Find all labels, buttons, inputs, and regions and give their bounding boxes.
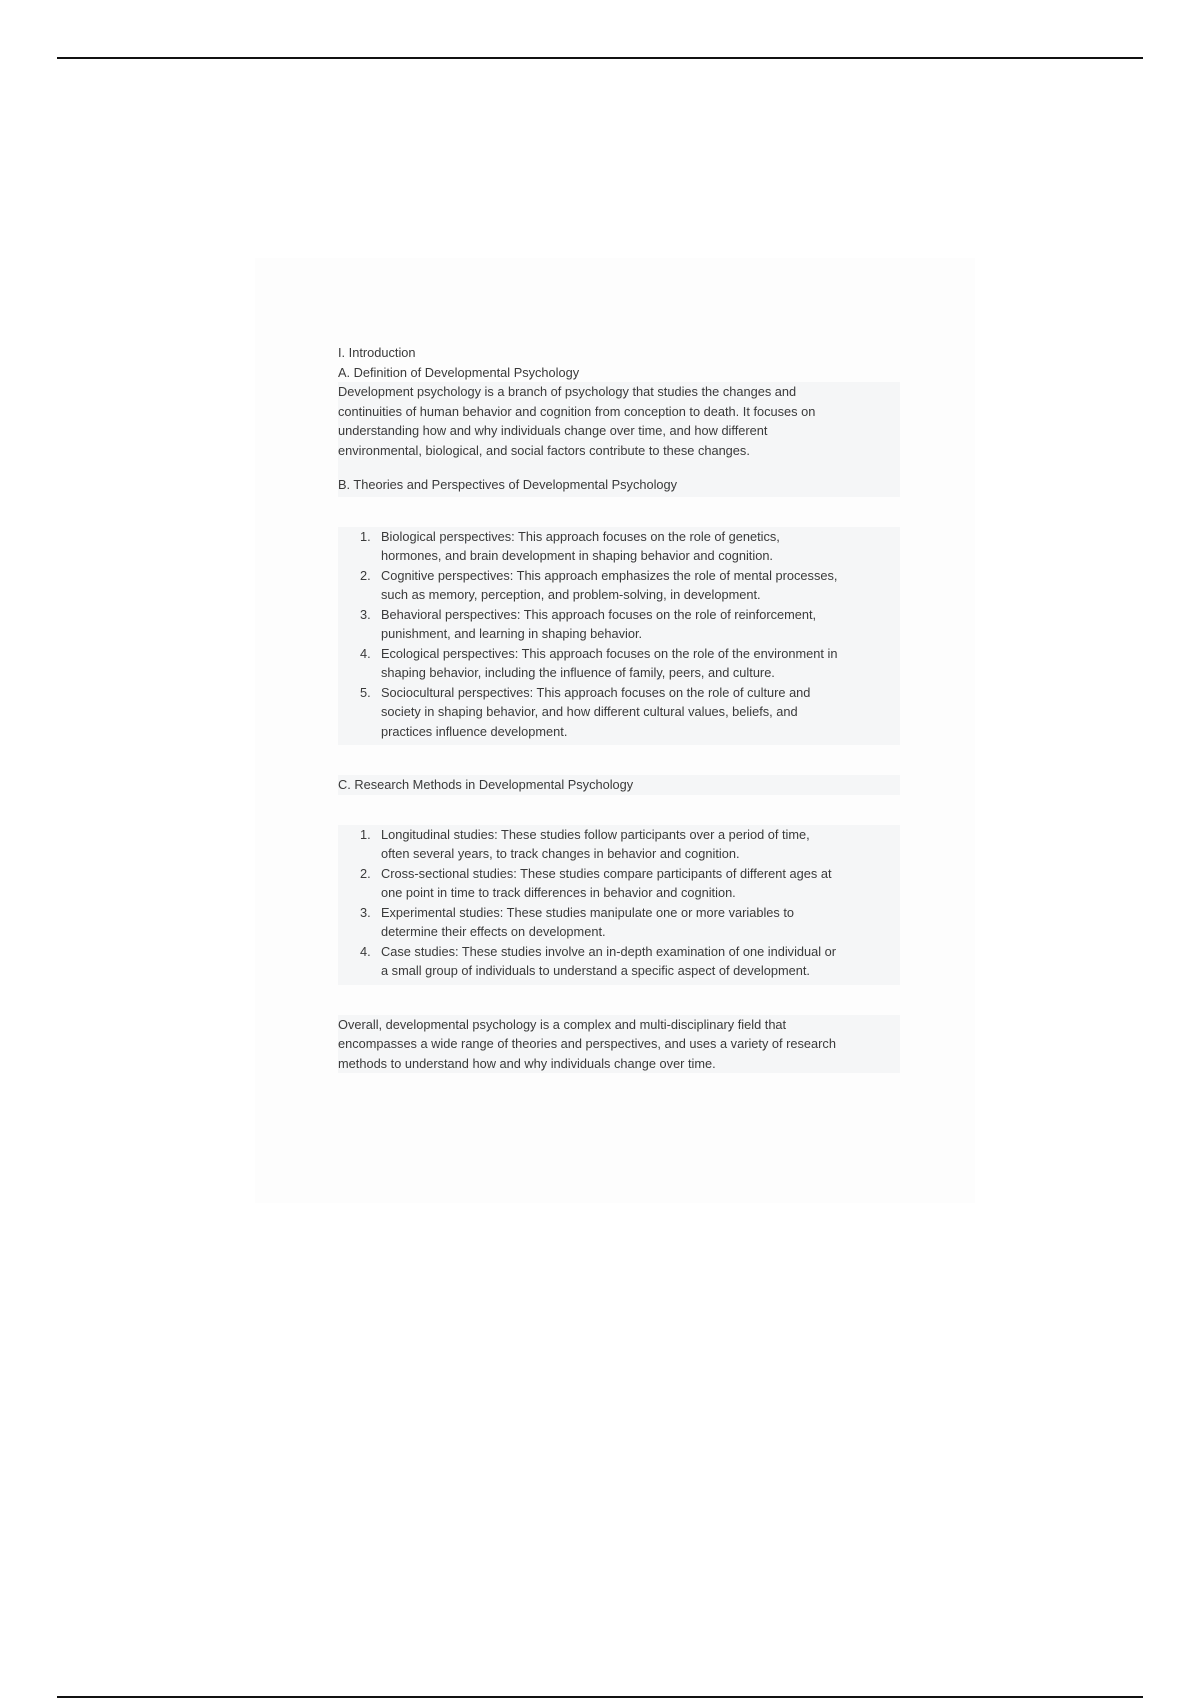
paragraph-line: Development psychology is a branch of psychology that studies the changes and bbox=[338, 384, 797, 399]
list-number: 2. bbox=[360, 567, 371, 583]
list-item-line: Cognitive perspectives: This approach emphasizes the role of mental processes, bbox=[381, 567, 838, 583]
list-item-line: shaping behavior, including the influence of family, peers, and culture. bbox=[381, 665, 775, 680]
list-item bbox=[360, 605, 900, 644]
list-item-line: hormones, and brain development in shaping behavior and cognition. bbox=[381, 548, 773, 563]
paragraph-line: Overall, developmental psychology is a complex and multi-disciplinary field that bbox=[338, 1016, 787, 1032]
list-item-line: practices influence development. bbox=[381, 723, 568, 739]
list-number: 1. bbox=[360, 528, 371, 544]
section-a-block bbox=[338, 382, 900, 497]
list-number: 3. bbox=[360, 606, 371, 622]
section-a-paragraph bbox=[338, 382, 900, 460]
list-item bbox=[360, 644, 900, 683]
list-item-line: Sociocultural perspectives: This approach focuses on the role of culture and bbox=[381, 684, 811, 700]
list-item bbox=[360, 825, 900, 864]
section-b-list-block bbox=[338, 527, 900, 746]
paragraph-line: continuities of human behavior and cognition from conception to death. It focuses on bbox=[338, 403, 816, 419]
list-number: 3. bbox=[360, 904, 371, 920]
list-item-line: society in shaping behavior, and how different cultural values, beliefs, and bbox=[381, 704, 798, 719]
list-item bbox=[360, 903, 900, 942]
list-item bbox=[360, 683, 900, 742]
list-number: 2. bbox=[360, 865, 371, 881]
section-b-heading: B. Theories and Perspectives of Developmental Psychology bbox=[338, 477, 678, 492]
list-item-line: Experimental studies: These studies manipulate one or more variables to bbox=[381, 904, 795, 920]
theories-list bbox=[338, 527, 900, 746]
list-item-line: punishment, and learning in shaping behavior. bbox=[381, 626, 643, 641]
list-item-line: a small group of individuals to understand a specific aspect of development. bbox=[381, 963, 810, 978]
section-a-heading: A. Definition of Developmental Psychology bbox=[338, 364, 580, 380]
list-item bbox=[360, 942, 900, 981]
list-item-line: such as memory, perception, and problem-solving, in development. bbox=[381, 587, 761, 602]
list-item-line: one point in time to track differences in behavior and cognition. bbox=[381, 885, 736, 900]
paragraph-line: understanding how and why individuals change over time, and how different bbox=[338, 423, 768, 438]
conclusion-paragraph bbox=[338, 1015, 900, 1074]
list-item bbox=[360, 527, 900, 566]
paragraph-line: methods to understand how and why individuals change over time. bbox=[338, 1055, 716, 1071]
list-item-line: Longitudinal studies: These studies follow participants over a period of time, bbox=[381, 826, 810, 842]
list-number: 5. bbox=[360, 684, 371, 700]
paragraph-line: environmental, biological, and social factors contribute to these changes. bbox=[338, 442, 750, 458]
paragraph-line: encompasses a wide range of theories and perspectives, and uses a variety of research bbox=[338, 1036, 836, 1051]
section-c-list-block bbox=[338, 825, 900, 985]
list-item-line: often several years, to track changes in behavior and cognition. bbox=[381, 846, 740, 861]
intro-heading: I. Introduction bbox=[338, 345, 416, 360]
list-number: 1. bbox=[360, 826, 371, 842]
list-item-line: Biological perspectives: This approach focuses on the role of genetics, bbox=[381, 528, 780, 544]
section-c-heading-block bbox=[338, 775, 900, 795]
list-item bbox=[360, 864, 900, 903]
list-item bbox=[360, 566, 900, 605]
list-item-line: Ecological perspectives: This approach focuses on the role of the environment in bbox=[381, 645, 838, 661]
list-number: 4. bbox=[360, 943, 371, 959]
list-item-line: determine their effects on development. bbox=[381, 924, 606, 939]
document-content bbox=[338, 343, 900, 1073]
list-item-line: Cross-sectional studies: These studies compare participants of different ages at bbox=[381, 865, 832, 881]
list-number: 4. bbox=[360, 645, 371, 661]
list-item-line: Case studies: These studies involve an in-depth examination of one individual or bbox=[381, 943, 837, 959]
research-methods-list bbox=[338, 825, 900, 985]
conclusion-block bbox=[338, 1015, 900, 1074]
section-c-heading: C. Research Methods in Developmental Psychology bbox=[338, 777, 634, 792]
list-item-line: Behavioral perspectives: This approach focuses on the role of reinforcement, bbox=[381, 606, 817, 622]
top-page-rule bbox=[57, 57, 1143, 59]
bottom-page-rule bbox=[57, 1696, 1143, 1698]
